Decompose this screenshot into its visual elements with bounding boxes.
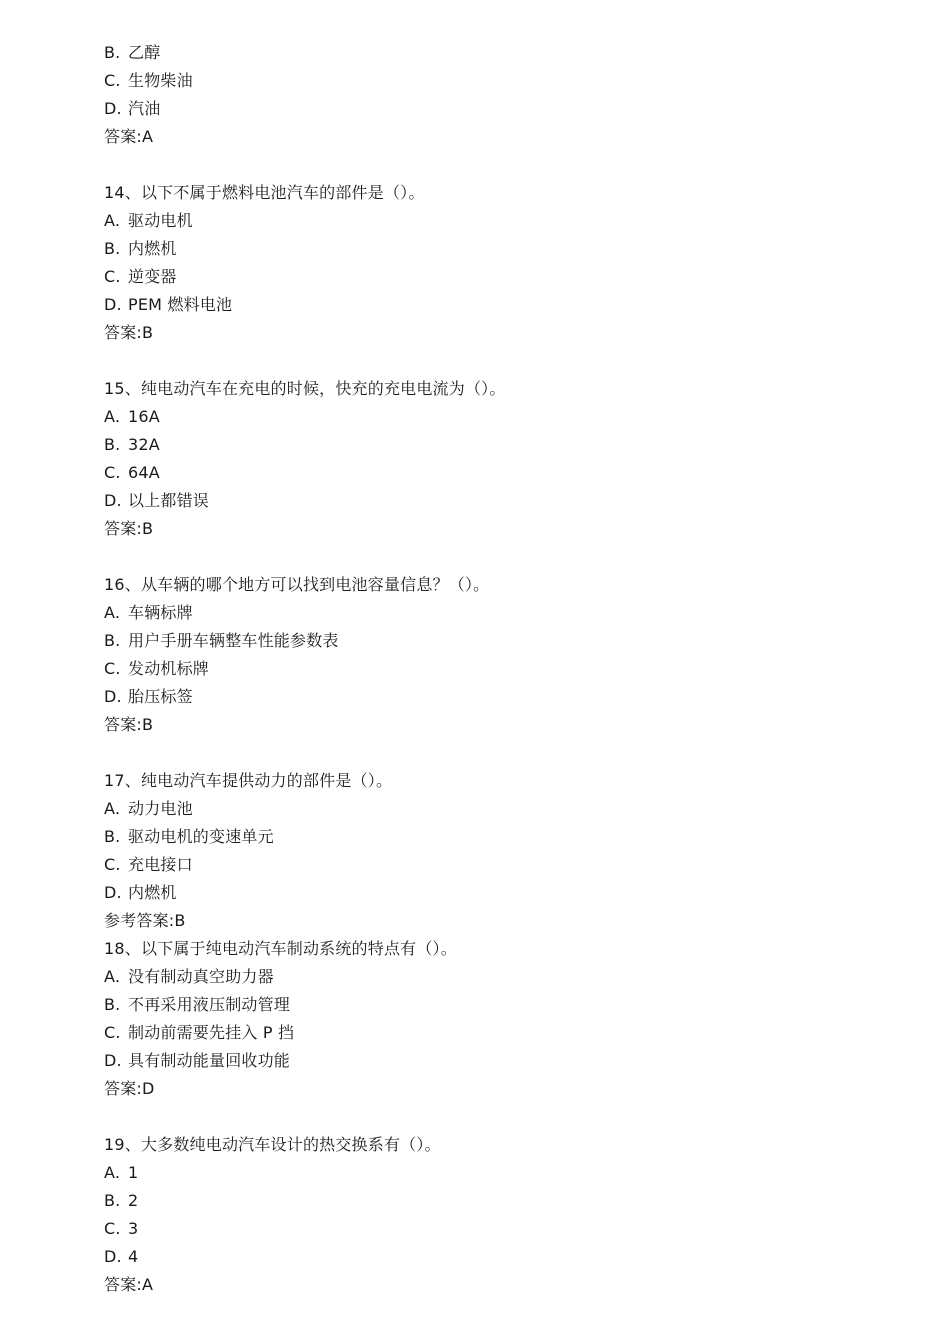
option-line (104, 207, 884, 235)
option-line (104, 95, 884, 123)
option-text: 用户手册车辆整车性能参数表 (128, 631, 339, 650)
option-letter: A. (104, 1163, 121, 1182)
blank-line (104, 739, 884, 767)
blank-line (104, 347, 884, 375)
option-line (104, 291, 884, 319)
option-line (104, 823, 884, 851)
option-line (104, 263, 884, 291)
option-text: 以上都错误 (128, 491, 210, 510)
option-letter: D. (104, 883, 122, 902)
option-letter: D. (104, 687, 122, 706)
option-letter: A. (104, 799, 121, 818)
question-stem: 15、纯电动汽车在充电的时候，快充的充电电流为（）。 (104, 379, 506, 398)
option-letter: A. (104, 211, 121, 230)
option-line (104, 851, 884, 879)
question-stem: 18、以下属于纯电动汽车制动系统的特点有（）。 (104, 939, 457, 958)
option-letter: C. (104, 267, 121, 286)
option-letter: B. (104, 1191, 121, 1210)
option-text: 内燃机 (128, 883, 177, 902)
blank-line (104, 543, 884, 571)
option-text: 16A (128, 407, 160, 426)
option-text: 发动机标牌 (128, 659, 210, 678)
option-line (104, 1187, 884, 1215)
option-letter: C. (104, 1219, 121, 1238)
option-letter: B. (104, 43, 121, 62)
option-text: 动力电池 (128, 799, 193, 818)
answer-line: 答案:B (104, 323, 154, 342)
option-line (104, 1243, 884, 1271)
option-text: 车辆标牌 (128, 603, 193, 622)
option-line (104, 67, 884, 95)
answer-line: 答案:A (104, 127, 154, 146)
option-text: 不再采用液压制动管理 (128, 995, 291, 1014)
option-text: 生物柴油 (128, 71, 193, 90)
option-text: 内燃机 (128, 239, 177, 258)
option-text: 32A (128, 435, 160, 454)
option-line (104, 235, 884, 263)
option-line (104, 39, 884, 67)
answer-line: 答案:B (104, 519, 154, 538)
option-line (104, 655, 884, 683)
option-line (104, 599, 884, 627)
option-line (104, 1047, 884, 1075)
answer-line: 答案:A (104, 1275, 154, 1294)
option-text: 乙醇 (128, 43, 161, 62)
answer-line: 参考答案:B (104, 911, 186, 930)
option-text: 汽油 (128, 99, 161, 118)
option-text: 逆变器 (128, 267, 177, 286)
option-letter: A. (104, 967, 121, 986)
option-line (104, 627, 884, 655)
option-text: 具有制动能量回收功能 (128, 1051, 291, 1070)
blank-line (104, 1103, 884, 1131)
option-letter: B. (104, 239, 121, 258)
option-text: 4 (128, 1247, 139, 1266)
option-line (104, 1019, 884, 1047)
option-text: PEM 燃料电池 (128, 295, 233, 314)
option-letter: D. (104, 1051, 122, 1070)
blank-line (104, 151, 884, 179)
option-line (104, 879, 884, 907)
option-letter: D. (104, 99, 122, 118)
option-line (104, 683, 884, 711)
option-letter: C. (104, 659, 121, 678)
option-line (104, 403, 884, 431)
option-line (104, 487, 884, 515)
option-text: 1 (128, 1163, 139, 1182)
question-stem: 16、从车辆的哪个地方可以找到电池容量信息？（）。 (104, 575, 490, 594)
option-line (104, 991, 884, 1019)
option-text: 制动前需要先挂入 P 挡 (128, 1023, 295, 1042)
option-line (104, 1159, 884, 1187)
option-letter: C. (104, 1023, 121, 1042)
option-letter: B. (104, 995, 121, 1014)
option-letter: B. (104, 631, 121, 650)
option-letter: C. (104, 855, 121, 874)
option-letter: B. (104, 827, 121, 846)
option-letter: A. (104, 603, 121, 622)
option-text: 2 (128, 1191, 139, 1210)
option-line (104, 459, 884, 487)
option-text: 3 (128, 1219, 139, 1238)
option-line (104, 795, 884, 823)
option-line (104, 1215, 884, 1243)
option-letter: B. (104, 435, 121, 454)
option-letter: D. (104, 1247, 122, 1266)
answer-line: 答案:B (104, 715, 154, 734)
option-letter: D. (104, 295, 122, 314)
option-text: 胎压标签 (128, 687, 193, 706)
option-text: 充电接口 (128, 855, 193, 874)
option-letter: C. (104, 463, 121, 482)
option-letter: A. (104, 407, 121, 426)
answer-line: 答案:D (104, 1079, 155, 1098)
option-line (104, 431, 884, 459)
option-text: 没有制动真空助力器 (128, 967, 274, 986)
document-page (104, 39, 884, 1299)
option-text: 驱动电机 (128, 211, 193, 230)
option-text: 驱动电机的变速单元 (128, 827, 274, 846)
option-line (104, 963, 884, 991)
option-letter: D. (104, 491, 122, 510)
question-stem: 19、大多数纯电动汽车设计的热交换系有（）。 (104, 1135, 441, 1154)
question-stem: 17、纯电动汽车提供动力的部件是（）。 (104, 771, 393, 790)
question-stem: 14、以下不属于燃料电池汽车的部件是（）。 (104, 183, 425, 202)
option-text: 64A (128, 463, 160, 482)
option-letter: C. (104, 71, 121, 90)
